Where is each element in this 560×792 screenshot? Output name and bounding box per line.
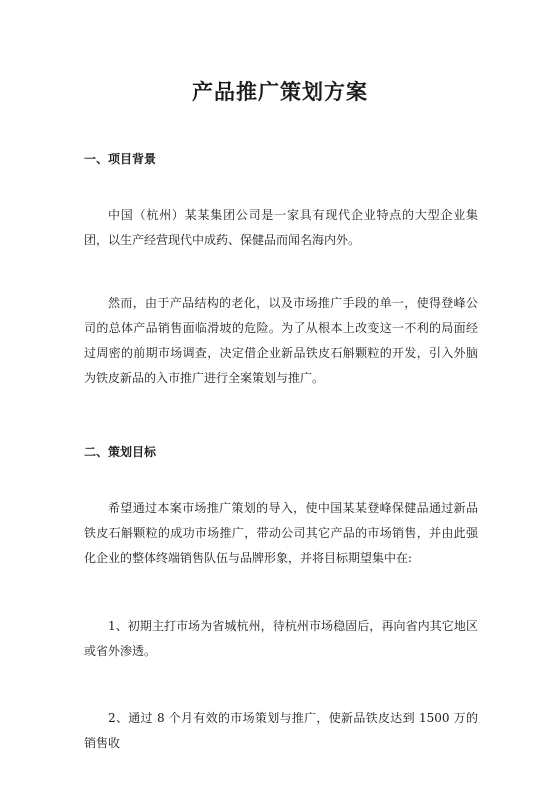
paragraph-goal-1: 1、初期主打市场为省城杭州，待杭州市场稳固后，再向省内其它地区或省外渗透。 (84, 619, 478, 658)
section-heading-goals: 二、策划目标 (84, 445, 157, 459)
paragraph-goal-2: 2、通过 8 个月有效的市场策划与推广，使新品铁皮达到 1500 万的销售收 (84, 711, 478, 750)
paragraph-goals-intro: 希望通过本案市场推广策划的导入，使中国某某登峰保健品通过新品铁皮石斛颗粒的成功市场推广，带动公司其它产品的市场销售，并由此强化企业的整体终端销售队伍与品牌形象，并将目标期望集中在: (84, 501, 478, 565)
paragraph-company-intro: 中国（杭州）某某集团公司是一家具有现代企业特点的大型企业集团，以生产经营现代中成药、保健品而闻名海内外。 (84, 208, 478, 247)
section-heading-background: 一、项目背景 (84, 152, 157, 166)
paragraph-market-situation: 然而，由于产品结构的老化，以及市场推广手段的单一，使得登峰公司的总体产品销售面临滑坡的危险。为了从根本上改变这一不利的局面经过周密的前期市场调查，决定借企业新品铁皮石斛颗粒的开发，引入外脑为铁皮新品的入市推广进行全案策划与推广。 (84, 296, 478, 385)
document-title: 产品推广策划方案 (192, 79, 368, 104)
